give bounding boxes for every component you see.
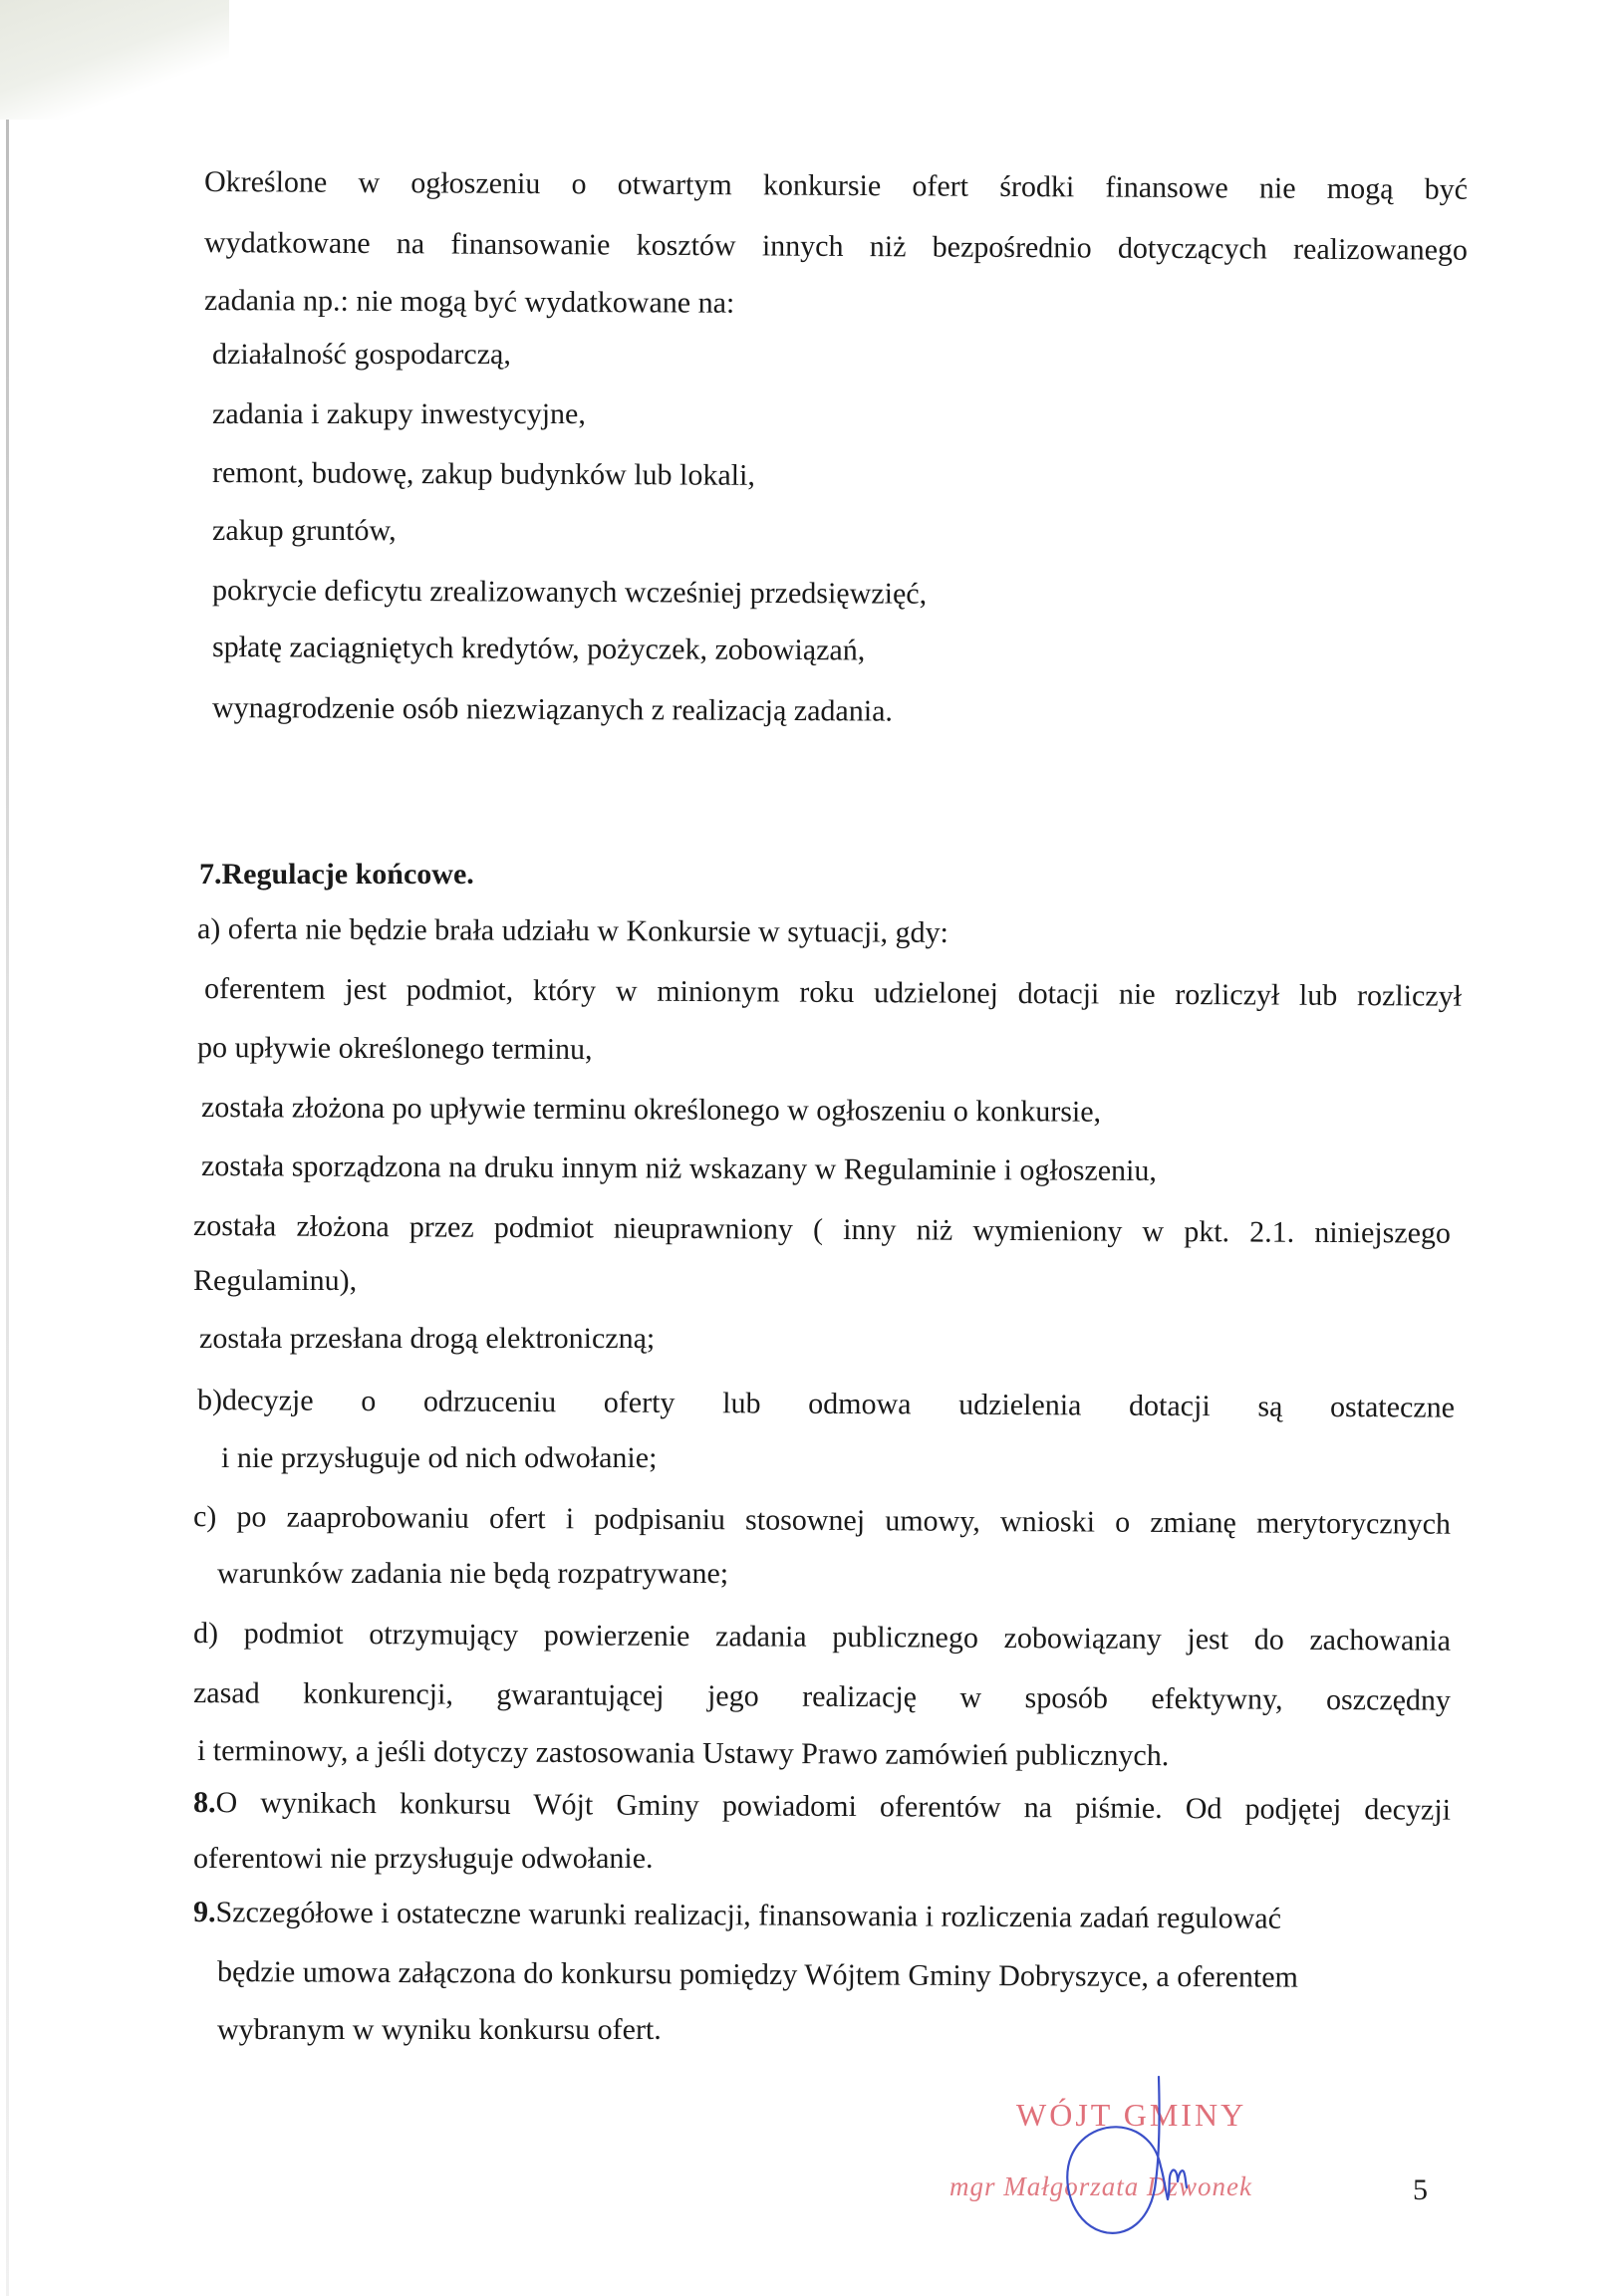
intro-line-2: wydatkowane na finansowanie kosztów innych niż bezpośrednio dotyczących realizowanego [203, 226, 1469, 267]
excluded-cost-item: działalność gospodarczą, [212, 338, 511, 371]
section-7-point-d: d) podmiot otrzymujący powierzenie zadania publicznego zobowiązany jest do zachowania [192, 1617, 1452, 1658]
point-a-item: została złożona po upływie terminu określonego w ogłoszeniu o konkursie, [200, 1091, 1102, 1129]
point-a-item: Regulaminu), [193, 1264, 358, 1297]
handwritten-signature [1056, 2072, 1196, 2251]
excluded-cost-item: zadania i zakupy inwestycyjne, [212, 397, 586, 430]
intro-line-3: zadania np.: nie mogą być wydatkowane na: [203, 284, 735, 320]
section-8-text: O wynikach konkursu Wójt Gminy powiadomi oferentów na piśmie. Od podjętej decyzji [215, 1786, 1452, 1827]
section-8-line-1 [193, 1785, 1451, 1829]
stamp-name: mgr Małgorzata Dzwonek [949, 2171, 1252, 2201]
page-edge [6, 120, 9, 2296]
section-9-line-1 [193, 1895, 1281, 1937]
section-9-number: 9. [192, 1896, 216, 1929]
section-7-point-b-cont: i nie przysługuje od nich odwołanie; [221, 1441, 658, 1474]
page-number: 5 [1413, 2173, 1428, 2206]
section-8-number: 8. [192, 1786, 216, 1820]
section-7-point-d-cont: zasad konkurencji, gwarantującej jego realizację w sposób efektywny, oszczędny [192, 1676, 1452, 1717]
point-a-item: została złożona przez podmiot nieuprawniony ( inny niż wymieniony w pkt. 2.1. niniejszego [192, 1209, 1452, 1250]
excluded-cost-item: pokrycie deficytu zrealizowanych wcześniej przedsięwzięć, [211, 574, 928, 611]
excluded-cost-item: spłatę zaciągniętych kredytów, pożyczek, zobowiązań, [211, 631, 866, 667]
section-9-line-2: będzie umowa załączona do konkursu pomiędzy Wójtem Gminy Dobryszyce, a oferentem [216, 1955, 1298, 1994]
section-7-point-b: b)decyzje o odrzuceniu oferty lub odmowa udzielenia dotacji są ostateczne [196, 1384, 1456, 1424]
point-a-item: została sporządzona na druku innym niż wskazany w Regulaminie i ogłoszeniu, [200, 1149, 1157, 1188]
scan-shadow [0, 0, 229, 120]
intro-line-1: Określone w ogłoszeniu o otwartym konkursie ofert środki finansowe nie mogą być [203, 165, 1469, 206]
excluded-cost-item: wynagrodzenie osób niezwiązanych z realizacją zadania. [211, 691, 894, 728]
section-7-point-a: a) oferta nie będzie brała udziału w Konkursie w sytuacji, gdy: [196, 912, 948, 949]
point-a-item: po upływie określonego terminu, [196, 1031, 593, 1067]
section-9-text: Szczegółowe i ostateczne warunki realizacji, finansowania i rozliczenia zadań regulować [215, 1896, 1282, 1935]
section-7-heading: 7.Regulacje końcowe. [199, 858, 474, 891]
excluded-cost-item: zakup gruntów, [212, 514, 397, 547]
point-a-item: oferentem jest podmiot, który w minionym roku udzielonej dotacji nie rozliczył lub rozliczył [203, 972, 1463, 1013]
section-7-point-c: c) po zaaprobowaniu ofert i podpisaniu stosownej umowy, wnioski o zmianę merytorycznych [192, 1500, 1452, 1541]
section-9-line-3: wybranym w wyniku konkursu ofert. [217, 2013, 662, 2046]
excluded-cost-item: remont, budowę, zakup budynków lub lokali, [211, 456, 756, 492]
section-8-line-2: oferentowi nie przysługuje odwołanie. [193, 1842, 654, 1875]
section-7-point-d-cont: i terminowy, a jeśli dotyczy zastosowania Ustawy Prawo zamówień publicznych. [196, 1734, 1170, 1773]
section-7-point-c-cont: warunków zadania nie będą rozpatrywane; [217, 1557, 729, 1590]
stamp-title: WÓJT GMINY [1016, 2097, 1247, 2133]
point-a-item: została przesłana drogą elektroniczną; [199, 1322, 656, 1355]
